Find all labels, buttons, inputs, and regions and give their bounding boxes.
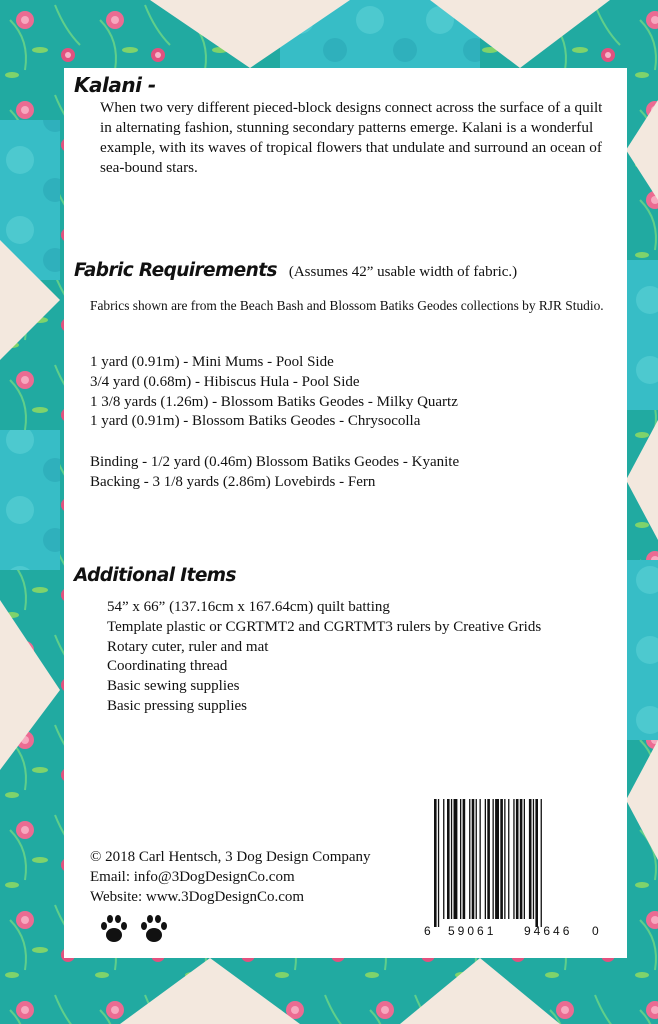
collections-note: Fabrics shown are from the Beach Bash and Blossom Batiks Geodes collections by RJR Studio. [90,298,604,313]
pattern-title: Kalani - [74,73,156,97]
barcode-bar [447,799,450,919]
barcode-bar [460,799,461,919]
barcode-bar [493,799,494,919]
list-item: 3/4 yard (0.68m) - Hibiscus Hula - Pool Side [90,373,360,390]
barcode-bar [487,799,490,919]
list-item: Template plastic or CGRTMT2 and CGRTMT3 rulers by Creative Grids [107,618,542,635]
barcode-bar [469,799,470,919]
barcode-bar [463,799,466,919]
barcode-bar [480,799,481,919]
list-item: Basic pressing supplies [107,697,247,714]
website-text: Website: www.3DogDesignCo.com [90,889,305,905]
barcode-bar [513,799,514,919]
fabric-requirements-heading [74,260,517,281]
width-note: (Assumes 42” usable width of fabric.) [288,264,518,280]
barcode-bar [529,799,532,919]
barcode-bar [516,799,519,919]
additional-items-heading: Additional Items [74,565,236,586]
list-item: 1 yard (0.91m) - Blossom Batiks Geodes - Chrysocolla [90,413,421,430]
barcode-bar [541,799,542,927]
barcode-bar [520,799,523,919]
barcode-icon [422,799,602,939]
intro-paragraph: When two very different pieced-block designs connect across the surface of a quilt in alternating fashion, stunning secondary patterns emerge. Kalani is a wonderful example, with its waves of tropical flowers that undulate and surround an ocean of sea-bound stars. [100,99,603,176]
list-item: Binding - 1/2 yard (0.46m) Blossom Batiks Geodes - Kyanite [90,454,460,470]
list-item: 1 3/8 yards (1.26m) - Blossom Batiks Geodes - Milky Quartz [90,393,458,410]
list-item: Rotary cuter, ruler and mat [107,638,269,655]
email-text: Email: info@3DogDesignCo.com [90,869,295,885]
barcode-right-digits: 94646 [524,924,573,938]
barcode-bar [500,799,503,919]
list-item: Basic sewing supplies [107,678,240,695]
barcode-first-digit: 6 [424,924,431,938]
barcode-bar [533,799,534,919]
barcode-bar [476,799,477,919]
barcode-bar [472,799,475,919]
barcode-bar [454,799,458,919]
additional-items-list [107,598,541,717]
barcode-bar [443,799,444,919]
barcode-last-digit: 0 [592,924,599,938]
list-item: Backing - 3 1/8 yards (2.86m) Lovebirds - Fern [90,473,376,490]
fabric-heading-text: Fabric Requirements [74,260,277,281]
barcode-bar [504,799,505,919]
barcode-bar [495,799,499,919]
barcode-bar [535,799,538,927]
barcode-bar [434,799,437,927]
contact-block [90,847,371,907]
paw-print-icon [98,911,172,945]
barcode-bar [485,799,486,919]
binding-backing-list [90,453,459,493]
fabric-list [90,353,458,432]
list-item: 54” x 66” (137.16cm x 167.64cm) quilt batting [107,599,390,615]
list-item: 1 yard (0.91m) - Mini Mums - Pool Side [90,354,334,370]
barcode-bar [524,799,525,919]
barcode-bar [438,799,439,927]
info-panel [64,68,627,958]
barcode-bar [508,799,509,919]
barcode-left-digits: 59061 [448,924,497,938]
copyright-text: © 2018 Carl Hentsch, 3 Dog Design Company [90,849,371,865]
list-item: Coordinating thread [107,658,228,675]
barcode-bar [451,799,452,919]
